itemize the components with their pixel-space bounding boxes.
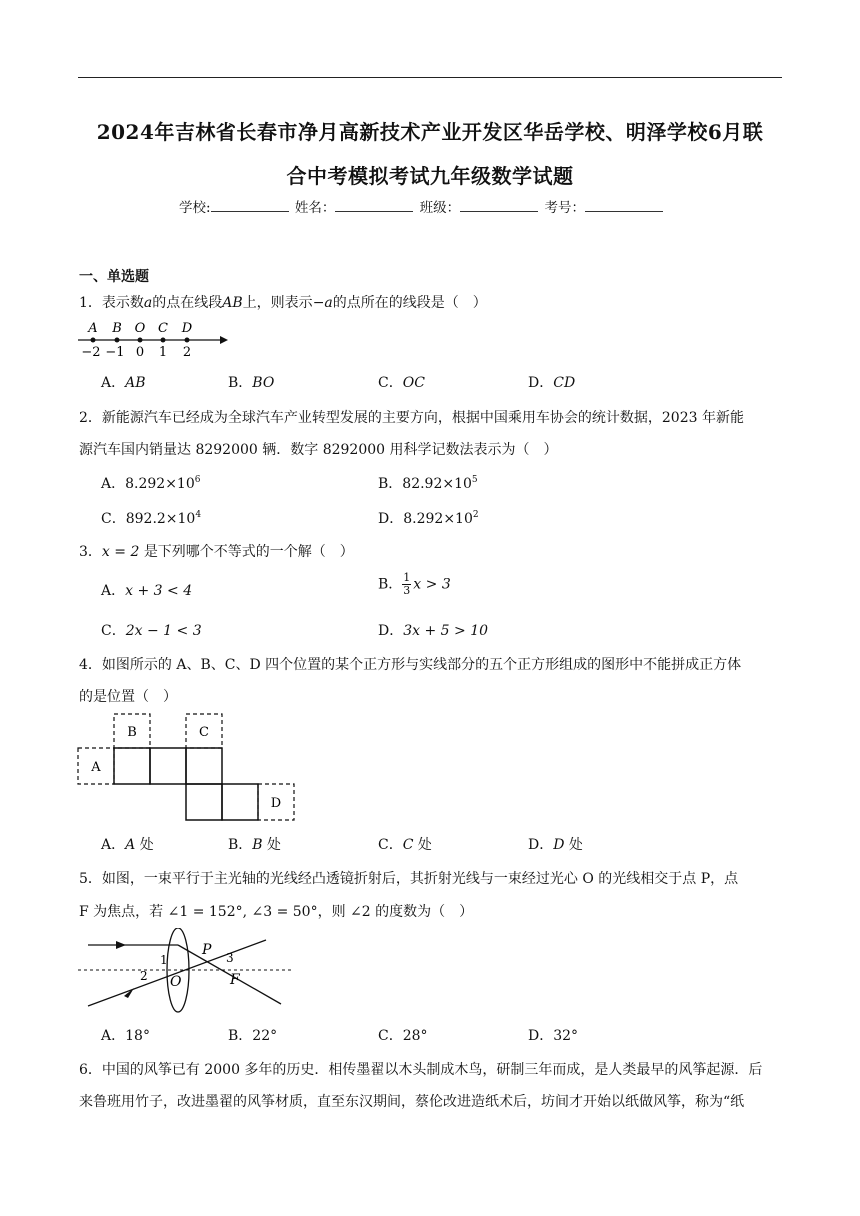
question-5-line1: 5．如图，一束平行于主光轴的光线经凸透镜折射后，其折射光线与一束经过光心 O 的光线相交于点 P，点 xyxy=(79,871,739,887)
question-2-line1: 2．新能源汽车已经成为全球汽车产业转型发展的主要方向，根据中国乘用车协会的统计数据，2023 年新能 xyxy=(79,410,744,426)
label-c: C xyxy=(158,321,168,336)
point-p-label: P xyxy=(202,942,212,958)
name-blank[interactable] xyxy=(335,197,413,212)
label-b: B xyxy=(112,321,122,336)
top-rule xyxy=(78,77,782,78)
exam-title-line1: 2024年吉林省长春市净月高新技术产业开发区华岳学校、明泽学校6月联 xyxy=(96,120,764,144)
q2-option-c[interactable]: C．$892.2\times 10^4$ xyxy=(101,510,202,527)
point-a-dot xyxy=(91,338,96,343)
angle-3-label: 3 xyxy=(226,951,234,965)
tick-neg2: −2 xyxy=(81,345,101,360)
question-6-line2: 来鲁班用竹子，改进墨翟的风筝材质，直至东汉期间，蔡伦改进造纸术后，坊间才开始以纸做风筝，称为“纸 xyxy=(79,1094,745,1110)
q3-option-d[interactable]: D．3x + 5 > 10 xyxy=(378,623,489,639)
exam-title-line2: 合中考模拟考试九年级数学试题 xyxy=(286,164,574,188)
class-blank[interactable] xyxy=(460,197,538,212)
question-2-line2: 源汽车国内销量达 8292000 辆．数字 8292000 用科学记数法表示为（ ） xyxy=(79,442,558,458)
point-b-dot xyxy=(115,338,120,343)
question-4-line1: 4．如图所示的 A、B、C、D 四个位置的某个正方形与实线部分的五个正方形组成的图形中不能拼成正方体 xyxy=(79,657,742,673)
question-1-number-line xyxy=(74,316,234,360)
school-blank[interactable] xyxy=(211,197,289,212)
q2-option-d[interactable]: D．$8.292\times 10^2$ xyxy=(378,510,479,527)
fraction-one-third: $\frac{1}{3}$ xyxy=(403,571,411,597)
label-d: D xyxy=(181,321,193,336)
q1-option-b[interactable]: B．BO xyxy=(228,375,275,391)
name-label: 姓名： xyxy=(294,200,336,216)
q3-option-c[interactable]: C．2x − 1 < 3 xyxy=(101,623,202,639)
q5-option-b[interactable]: B．22° xyxy=(228,1028,278,1044)
tick-2: 2 xyxy=(182,345,192,360)
question-1-stem: 1．表示数a的点在线段AB上，则表示−a的点所在的线段是（ ） xyxy=(79,295,487,311)
question-5-lens-diagram xyxy=(76,928,298,1018)
student-info-fields xyxy=(179,196,665,216)
q2-option-b[interactable]: B．$82.92\times 10^5$ xyxy=(378,475,478,492)
point-f-label: F xyxy=(230,972,240,988)
q5-option-a[interactable]: A．18° xyxy=(101,1028,150,1044)
tick-1: 1 xyxy=(158,345,168,360)
q2-option-a[interactable]: A．$8.292\times 10^6$ xyxy=(101,475,201,492)
q1-option-a[interactable]: A．AB xyxy=(101,375,146,391)
point-o-dot xyxy=(138,338,143,343)
question-4-cube-net xyxy=(76,712,298,826)
point-c-dot xyxy=(161,338,166,343)
exam-number-label: 考号： xyxy=(544,200,585,216)
q4-option-a[interactable]: A．A 处 xyxy=(101,837,154,853)
q5-option-c[interactable]: C．28° xyxy=(378,1028,428,1044)
q4-option-d[interactable]: D．D 处 xyxy=(528,837,583,853)
tick-0: 0 xyxy=(135,345,145,360)
exam-number-blank[interactable] xyxy=(585,197,663,212)
q4-option-c[interactable]: C．C 处 xyxy=(378,837,432,853)
q3-option-a[interactable]: A．x + 3 < 4 xyxy=(101,583,193,599)
q1-option-d[interactable]: D．CD xyxy=(528,375,576,391)
label-a: A xyxy=(88,321,98,336)
point-o-label: O xyxy=(170,974,182,990)
school-label: 学校: xyxy=(179,200,211,216)
class-label: 班级： xyxy=(419,200,461,216)
question-5-line2: F 为焦点，若 ∠1 = 152°, ∠3 = 50°，则 ∠2 的度数为（ ） xyxy=(79,904,474,920)
question-6-line1: 6．中国的风筝已有 2000 多年的历史．相传墨翟以木头制成木鸟，研制三年而成，是人类最早的风筝起源．后 xyxy=(79,1062,763,1078)
angle-2-label: 2 xyxy=(140,969,148,983)
question-3-stem: 3．x = 2 是下列哪个不等式的一个解（ ） xyxy=(79,544,354,560)
point-d-dot xyxy=(185,338,190,343)
section-heading: 一、单选题 xyxy=(79,269,149,285)
q1-option-c[interactable]: C．OC xyxy=(378,375,425,391)
net-label-b: B xyxy=(127,725,137,740)
tick-neg1: −1 xyxy=(105,345,125,360)
q5-option-d[interactable]: D．32° xyxy=(528,1028,579,1044)
net-label-a: A xyxy=(91,760,101,775)
net-label-c: C xyxy=(199,725,209,740)
label-o: O xyxy=(134,321,146,336)
q4-option-b[interactable]: B．B 处 xyxy=(228,837,282,853)
net-label-d: D xyxy=(270,796,282,811)
question-4-line2: 的是位置（ ） xyxy=(79,689,177,705)
angle-1-label: 1 xyxy=(160,953,168,967)
q3-option-b[interactable]: B． $\frac{1}{3}$ x > 3 xyxy=(378,571,451,597)
